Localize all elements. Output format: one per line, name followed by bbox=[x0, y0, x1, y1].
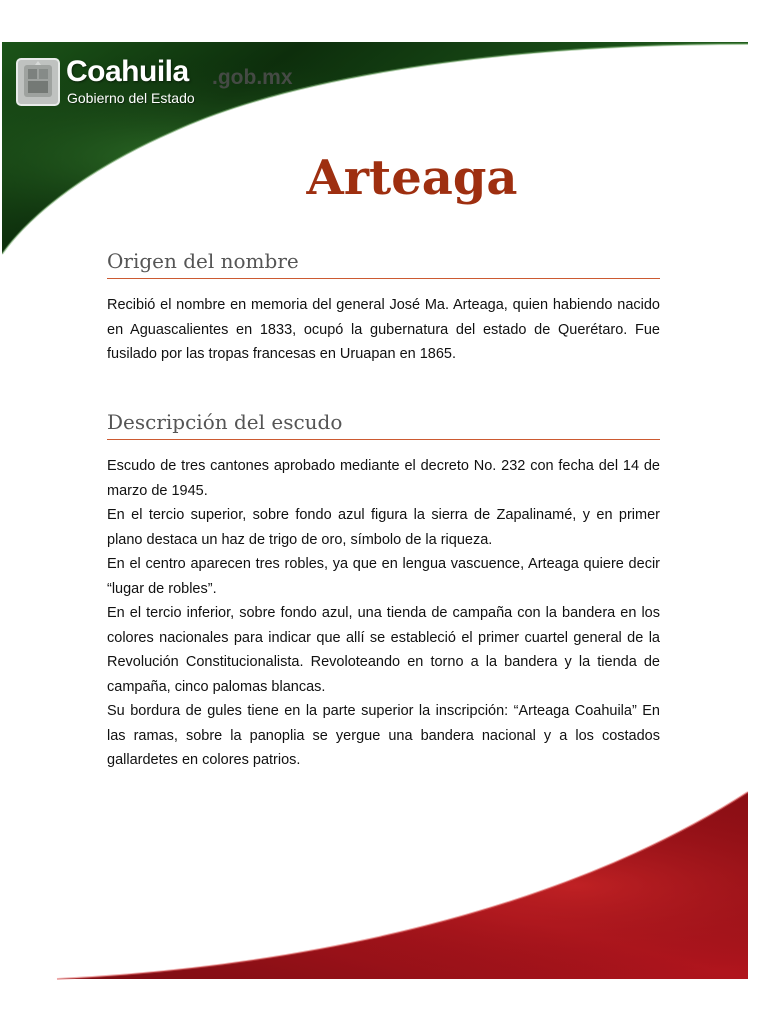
coahuila-logo[interactable] bbox=[16, 56, 336, 116]
section-body-escudo bbox=[107, 454, 660, 773]
paragraph: Escudo de tres cantones aprobado mediante el decreto No. 232 con fecha del 14 de marzo de 1945. bbox=[107, 458, 660, 499]
brand-domain: .gob.mx bbox=[212, 66, 293, 89]
paragraph: En el centro aparecen tres robles, ya que en lengua vascuence, Arteaga quiere decir “lugar de robles”. bbox=[107, 556, 660, 597]
paragraph: En el tercio superior, sobre fondo azul figura la sierra de Zapalinamé, y en primer plano destaca un haz de trigo de oro, símbolo de la riqueza. bbox=[107, 507, 660, 548]
paragraph: Su bordura de gules tiene en la parte superior la inscripción: “Arteaga Coahuila” En las ramas, sobre la panoplia se yergue una bandera nacional y a los costados gallardetes en colores patrios. bbox=[107, 703, 660, 768]
section-heading-origen: Origen del nombre bbox=[107, 249, 660, 279]
brand-subtitle: Gobierno del Estado bbox=[67, 90, 195, 106]
document-page bbox=[2, 42, 748, 982]
brand-name: Coahuila bbox=[66, 55, 189, 88]
page-title: Arteaga bbox=[306, 150, 518, 206]
paragraph: En el tercio inferior, sobre fondo azul, una tienda de campaña con la bandera en los colores nacionales para indicar que allí se estableció el primer cuartel general de la Revolución Constitucionalista. Revoloteando en torno a la bandera y la tienda de campaña, cinco palomas blancas. bbox=[107, 605, 660, 695]
section-body-origen bbox=[107, 293, 660, 367]
paragraph: Recibió el nombre en memoria del general José Ma. Arteaga, quien habiendo nacido en Aguascalientes en 1833, ocupó la gubernatura del estado de Querétaro. Fue fusilado por las tropas francesas en Uruapan en 1865. bbox=[107, 297, 660, 362]
section-heading-escudo: Descripción del escudo bbox=[107, 410, 660, 440]
state-seal-icon bbox=[16, 58, 60, 106]
red-footer-band bbox=[2, 782, 748, 982]
